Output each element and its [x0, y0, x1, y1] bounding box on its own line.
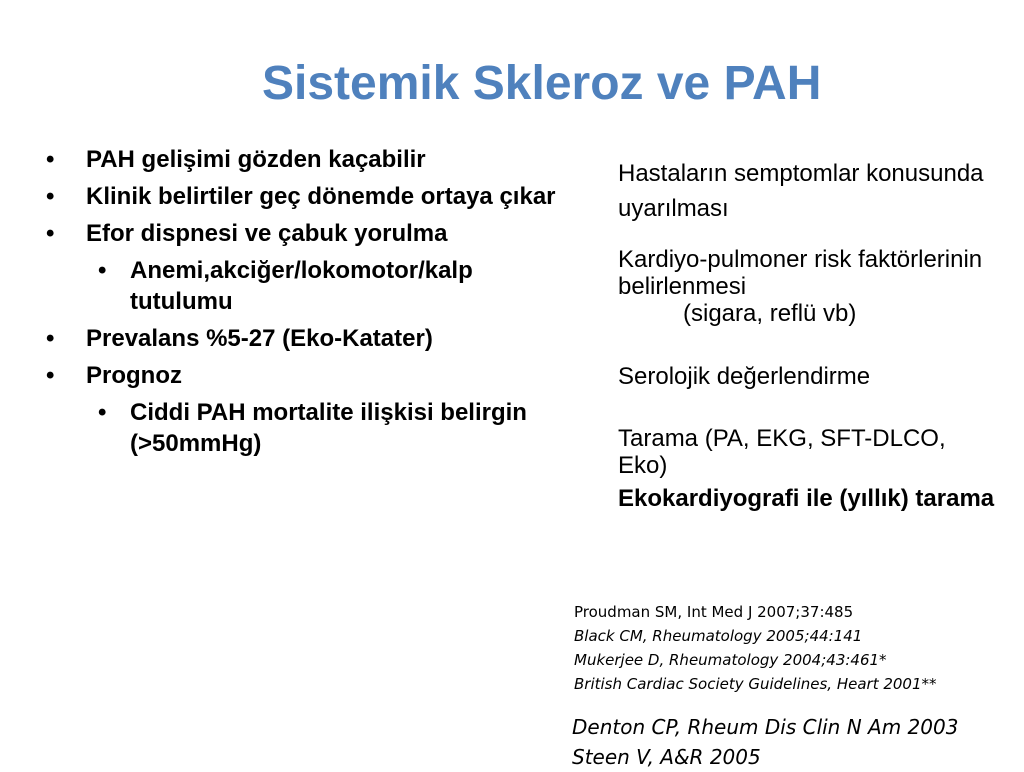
bullet-item: [40, 218, 560, 249]
bullet-text: PAH gelişimi gözden kaçabilir: [86, 146, 426, 173]
recommendation-screening: Tarama (PA, EKG, SFT-DLCO, Eko): [618, 425, 946, 479]
bullet-icon: •: [46, 183, 55, 210]
bullet-item: [40, 360, 560, 391]
reference-item: Steen V, A&R 2005: [572, 745, 761, 769]
bullet-text: Klinik belirtiler geç dönemde ortaya çıkar: [86, 183, 556, 210]
bullet-icon: •: [98, 399, 107, 426]
recommendation-echo-screening: Ekokardiyografi ile (yıllık) tarama: [618, 485, 995, 512]
sub-bullet-item: [40, 255, 560, 317]
recommendation-risk-factors-main: Kardiyo-pulmoner risk faktörlerinin belirlenmesi: [618, 246, 983, 300]
bullet-icon: •: [98, 257, 107, 284]
reference-item: Mukerjee D, Rheumatology 2004;43:461*: [574, 651, 887, 669]
bullet-text: Efor dispnesi ve çabuk yorulma: [86, 220, 448, 247]
recommendation-risk-factors: [618, 246, 998, 327]
bullet-icon: •: [46, 325, 55, 352]
slide-title: Sistemik Skleroz ve PAH: [262, 57, 822, 110]
bullet-text: Anemi,akciğer/lokomotor/kalp tutulumu: [130, 257, 473, 315]
bullet-item: [40, 323, 560, 354]
reference-item: Black CM, Rheumatology 2005;44:141: [574, 627, 863, 645]
reference-item: British Cardiac Society Guidelines, Heart 2001**: [574, 675, 937, 693]
bullet-text: Prevalans %5-27 (Eko-Katater): [86, 325, 433, 352]
screening-recommendations: [618, 156, 998, 513]
bullet-icon: •: [46, 362, 55, 389]
reference-list: [574, 600, 937, 696]
reference-list-secondary: [572, 712, 958, 772]
bullet-item: [40, 144, 560, 175]
recommendation-symptom-awareness: Hastaların semptomlar konusunda uyarılması: [618, 160, 984, 222]
recommendation-serology: Serolojik değerlendirme: [618, 363, 871, 390]
reference-item: Proudman SM, Int Med J 2007;37:485: [574, 603, 854, 621]
bullet-text: Ciddi PAH mortalite ilişkisi belirgin (>50mmHg): [130, 399, 527, 457]
bullet-icon: •: [46, 220, 55, 247]
reference-item: Denton CP, Rheum Dis Clin N Am 2003: [572, 715, 959, 739]
sub-bullet-item: [40, 397, 560, 459]
bullet-text: Prognoz: [86, 362, 182, 389]
bullet-item: [40, 181, 560, 212]
recommendation-risk-factors-examples: (sigara, reflü vb): [683, 300, 857, 327]
bullet-list: [40, 144, 560, 465]
bullet-icon: •: [46, 146, 55, 173]
